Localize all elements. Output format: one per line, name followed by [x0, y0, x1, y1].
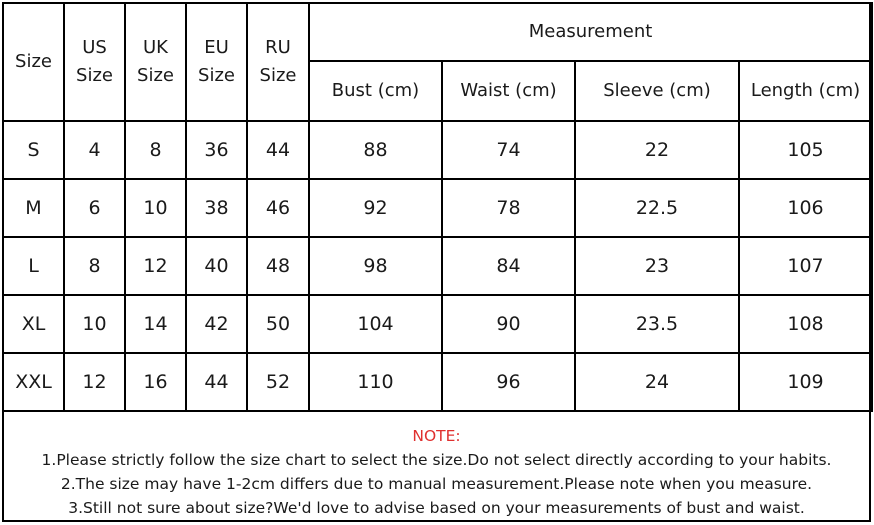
- cell-bust: 98: [309, 237, 442, 295]
- header-bust: Bust (cm): [309, 61, 442, 121]
- cell-uk: 10: [125, 179, 186, 237]
- cell-bust: 104: [309, 295, 442, 353]
- header-us-size: US Size: [64, 3, 125, 121]
- cell-length: 108: [739, 295, 872, 353]
- cell-length: 107: [739, 237, 872, 295]
- cell-eu: 44: [186, 353, 247, 411]
- cell-length: 105: [739, 121, 872, 179]
- header-size: Size: [3, 3, 64, 121]
- cell-size: M: [3, 179, 64, 237]
- header-uk-size: UK Size: [125, 3, 186, 121]
- cell-uk: 16: [125, 353, 186, 411]
- cell-size: S: [3, 121, 64, 179]
- cell-bust: 92: [309, 179, 442, 237]
- cell-waist: 96: [442, 353, 575, 411]
- size-chart-table: [2, 2, 873, 412]
- cell-uk: 12: [125, 237, 186, 295]
- cell-length: 109: [739, 353, 872, 411]
- cell-us: 12: [64, 353, 125, 411]
- header-sleeve: Sleeve (cm): [575, 61, 739, 121]
- note-section: [4, 424, 869, 520]
- note-line: 3.Still not sure about size?We'd love to advise based on your measurements of bust and waist.: [68, 499, 805, 517]
- header-ru-size: RU Size: [247, 3, 309, 121]
- cell-ru: 48: [247, 237, 309, 295]
- cell-us: 4: [64, 121, 125, 179]
- cell-eu: 38: [186, 179, 247, 237]
- header-measurement: Measurement: [309, 3, 872, 61]
- cell-sleeve: 22: [575, 121, 739, 179]
- header-waist: Waist (cm): [442, 61, 575, 121]
- cell-us: 6: [64, 179, 125, 237]
- cell-eu: 36: [186, 121, 247, 179]
- cell-waist: 74: [442, 121, 575, 179]
- cell-sleeve: 23: [575, 237, 739, 295]
- cell-waist: 84: [442, 237, 575, 295]
- cell-size: L: [3, 237, 64, 295]
- cell-us: 8: [64, 237, 125, 295]
- cell-waist: 90: [442, 295, 575, 353]
- cell-uk: 8: [125, 121, 186, 179]
- table-row: [3, 121, 872, 179]
- cell-bust: 88: [309, 121, 442, 179]
- cell-waist: 78: [442, 179, 575, 237]
- cell-ru: 50: [247, 295, 309, 353]
- note-line: 1.Please strictly follow the size chart to select the size.Do not select directly according to your habits.: [41, 451, 832, 469]
- note-line: 2.The size may have 1-2cm differs due to manual measurement.Please note when you measure.: [60, 475, 813, 493]
- cell-ru: 52: [247, 353, 309, 411]
- header-eu-size: EU Size: [186, 3, 247, 121]
- table-row: [3, 179, 872, 237]
- cell-size: XXL: [3, 353, 64, 411]
- note-title: NOTE:: [412, 427, 461, 445]
- cell-eu: 42: [186, 295, 247, 353]
- table-row: [3, 353, 872, 411]
- cell-ru: 46: [247, 179, 309, 237]
- header-length: Length (cm): [739, 61, 872, 121]
- cell-sleeve: 23.5: [575, 295, 739, 353]
- cell-eu: 40: [186, 237, 247, 295]
- table-row: [3, 295, 872, 353]
- table-row: [3, 237, 872, 295]
- cell-size: XL: [3, 295, 64, 353]
- cell-ru: 44: [247, 121, 309, 179]
- cell-sleeve: 22.5: [575, 179, 739, 237]
- cell-length: 106: [739, 179, 872, 237]
- cell-us: 10: [64, 295, 125, 353]
- cell-bust: 110: [309, 353, 442, 411]
- cell-uk: 14: [125, 295, 186, 353]
- cell-sleeve: 24: [575, 353, 739, 411]
